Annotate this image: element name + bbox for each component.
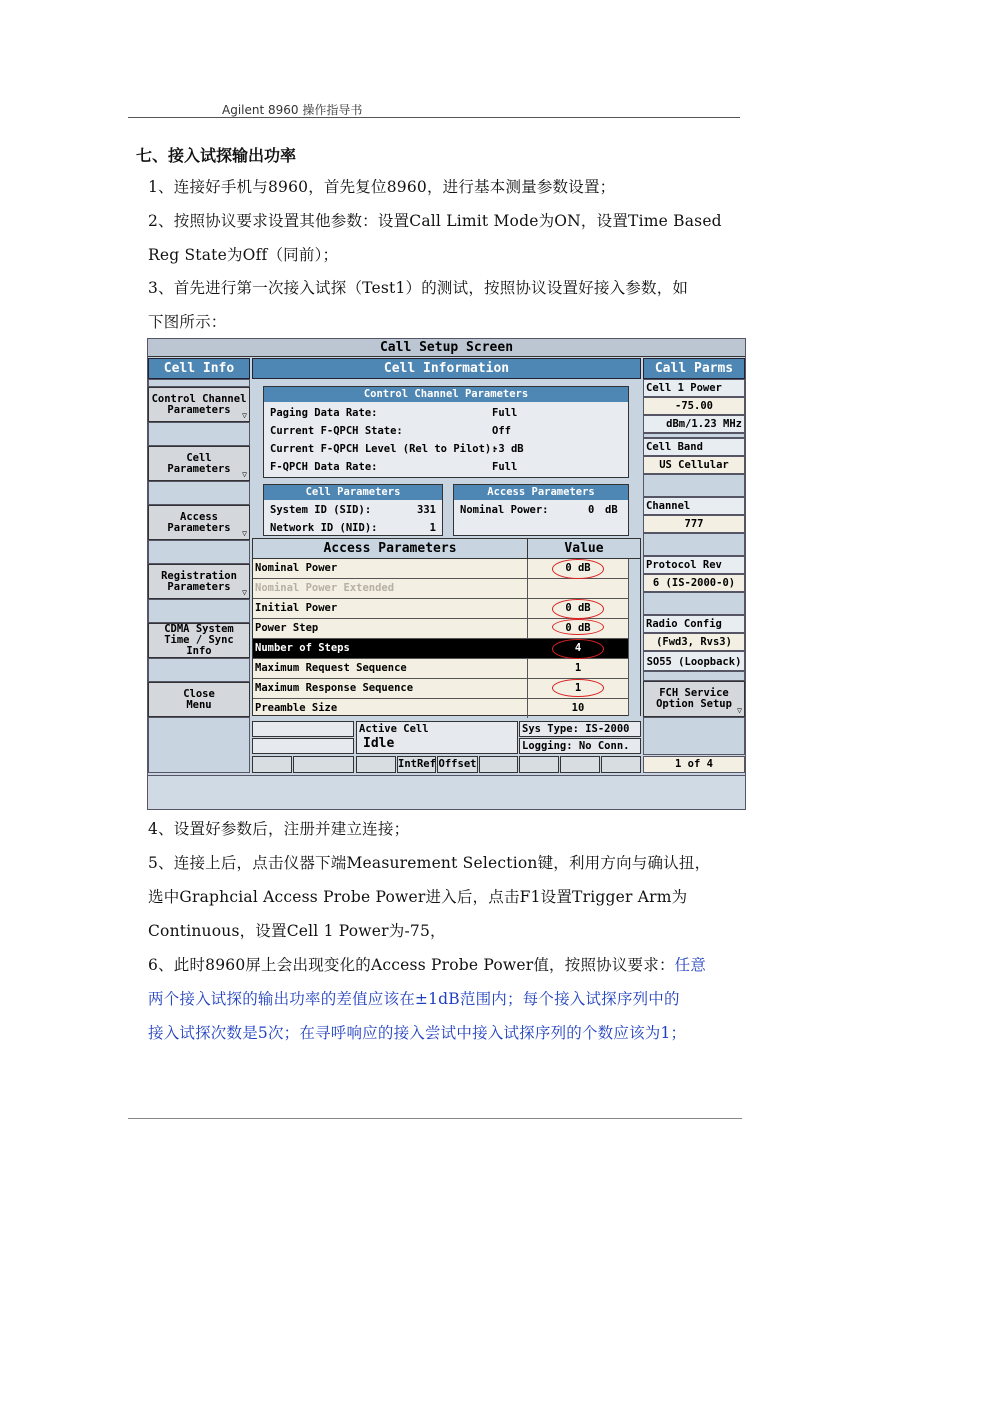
nominal-power-value: 0 xyxy=(588,504,595,516)
menu-gap xyxy=(148,599,250,623)
menu-gap xyxy=(148,422,250,446)
paragraph-step-3-cont: 下图所示： xyxy=(148,313,227,331)
screen-title: Call Setup Screen xyxy=(148,339,745,357)
button-label-line1: CDMA System xyxy=(164,623,234,635)
row-label: Maximum Request Sequence xyxy=(255,662,407,674)
cell-param-label: Network ID (NID): xyxy=(270,522,378,534)
access-parameters-table xyxy=(252,538,641,716)
paragraph-step-5-cont: 选中Graphcial Access Probe Power进入后，点击F1设置Trigger Arm为 xyxy=(148,888,688,906)
column-header-parameter: Access Parameters xyxy=(323,541,457,556)
active-cell-label: Active Cell xyxy=(359,723,429,735)
softkey[interactable] xyxy=(479,756,518,773)
cell-parameters-button[interactable] xyxy=(148,446,250,481)
cc-label: Current F-QPCH State: xyxy=(270,425,403,437)
row-label: Power Step xyxy=(255,622,319,634)
highlight-oval xyxy=(552,619,604,635)
button-label-line1: Cell xyxy=(186,451,212,464)
table-header xyxy=(253,539,640,559)
nominal-power-label: Nominal Power: xyxy=(460,504,549,516)
paragraph-step-6-requirement-cont2: 接入试探次数是5次；在寻呼响应的接入尝试中接入试探序列的个数应该为1； xyxy=(148,1024,687,1042)
button-label-line2: Time / Sync Info xyxy=(164,634,234,657)
row-label: Maximum Response Sequence xyxy=(255,682,414,694)
button-label-line1: Access xyxy=(180,510,218,523)
cell-param-value: 331 xyxy=(417,504,436,516)
control-channel-parameters-button[interactable] xyxy=(148,387,250,422)
softkey[interactable] xyxy=(519,756,559,773)
softkey[interactable] xyxy=(252,756,292,773)
cell-band-value[interactable]: US Cellular xyxy=(643,456,745,474)
row-value: 1 xyxy=(527,679,628,698)
button-label-line1: Registration xyxy=(161,569,237,582)
column-header-value: Value xyxy=(527,539,640,559)
row-label: Preamble Size xyxy=(255,702,338,714)
row-value: 1 xyxy=(527,659,628,678)
paragraph-step-1: 1、连接好手机与8960，首先复位8960，进行基本测量参数设置； xyxy=(148,178,616,196)
row-value: 0 dB xyxy=(527,559,628,578)
paragraph-step-5: 5、连接上后，点击仪器下端Measurement Selection键，利用方向与确认扭， xyxy=(148,854,711,872)
paragraph-step-6-requirement-cont: 两个接入试探的输出功率的差值应该在±1dB范围内；每个接入试探序列中的 xyxy=(148,990,680,1008)
cell1-power-label: Cell 1 Power xyxy=(643,379,745,397)
active-cell-box xyxy=(356,721,518,754)
access-parameters-button[interactable] xyxy=(148,505,250,540)
highlight-oval xyxy=(552,639,604,659)
cell1-power-value[interactable]: -75.00 xyxy=(643,397,745,415)
row-label: Nominal Power Extended xyxy=(255,582,395,594)
cc-label: Current F-QPCH Level (Rel to Pilot): xyxy=(270,443,498,455)
row-label: Initial Power xyxy=(255,602,338,614)
sys-type-status: Sys Type: IS-2000 xyxy=(519,721,641,737)
cc-value: Full xyxy=(492,461,518,473)
cell-info-header: Cell Info xyxy=(148,358,250,379)
right-gap xyxy=(643,717,745,755)
cc-value: Off xyxy=(492,425,511,437)
row-value: 10 xyxy=(527,699,628,718)
active-cell-state: Idle xyxy=(363,736,395,751)
cc-label: F-QPCH Data Rate: xyxy=(270,461,378,473)
button-label-line2: Parameters xyxy=(167,403,231,416)
cell-information-header: Cell Information xyxy=(252,358,641,379)
radio-config-value[interactable]: (Fwd3, Rvs3) xyxy=(643,633,745,651)
access-parameters-panel xyxy=(453,484,629,536)
paragraph-step-4: 4、设置好参数后，注册并建立连接； xyxy=(148,820,410,838)
nominal-power-unit: dB xyxy=(605,504,618,516)
control-channel-panel-title: Control Channel Parameters xyxy=(264,387,628,402)
row-label: Number of Steps xyxy=(255,642,350,654)
highlight-oval xyxy=(552,599,604,619)
softkey[interactable] xyxy=(601,756,641,773)
triangle-down-icon: ▽ xyxy=(242,411,247,420)
channel-label: Channel xyxy=(643,497,745,515)
row-label: Nominal Power xyxy=(255,562,338,574)
cell-band-label: Cell Band xyxy=(643,438,745,456)
right-gap xyxy=(643,671,745,681)
offset-indicator: Offset xyxy=(437,756,478,773)
channel-value[interactable]: 777 xyxy=(643,515,745,533)
service-option-value[interactable]: SO55 (Loopback) xyxy=(643,651,745,671)
cell-parameters-panel xyxy=(263,484,443,536)
right-gap xyxy=(643,474,745,497)
table-row[interactable] xyxy=(253,699,628,719)
triangle-down-icon: ▽ xyxy=(242,470,247,479)
button-label-line2: Parameters xyxy=(167,462,231,475)
page-indicator: 1 of 4 xyxy=(643,756,745,773)
button-label-line1: FCH Service xyxy=(659,687,729,699)
cdma-system-time-button[interactable] xyxy=(148,623,250,658)
triangle-down-icon: ▽ xyxy=(242,529,247,538)
section-title: 七、接入试探输出功率 xyxy=(136,146,297,165)
status-box xyxy=(252,721,354,737)
logging-status: Logging: No Conn. xyxy=(519,738,641,754)
registration-parameters-button[interactable] xyxy=(148,564,250,599)
screen-bottom-bar xyxy=(148,775,745,809)
radio-config-label: Radio Config xyxy=(643,615,745,633)
table-row[interactable] xyxy=(253,659,628,679)
triangle-down-icon: ▽ xyxy=(737,706,742,715)
paragraph-step-6-text: 6、此时8960屏上会出现变化的Access Probe Power值，按照协议要求： xyxy=(148,956,675,974)
protocol-rev-value[interactable]: 6 (IS-2000-0) xyxy=(643,574,745,592)
access-parameters-panel-title: Access Parameters xyxy=(454,485,628,500)
cell-param-value: 1 xyxy=(429,522,436,534)
row-value: 0 dB xyxy=(527,599,628,618)
footer-divider xyxy=(128,1118,742,1119)
button-label-line1: Control Channel xyxy=(151,392,247,405)
cc-value: -3 dB xyxy=(492,443,524,455)
menu-gap xyxy=(148,658,250,682)
right-gap xyxy=(643,533,745,556)
fch-service-option-button[interactable] xyxy=(643,681,745,717)
cell-parameters-panel-title: Cell Parameters xyxy=(264,485,442,500)
button-label-line2: Option Setup xyxy=(656,698,732,710)
cell1-power-unit: dBm/1.23 MHz xyxy=(643,415,745,433)
close-menu-button[interactable] xyxy=(148,682,250,717)
cell-param-label: System ID (SID): xyxy=(270,504,372,516)
paragraph-step-5-cont2: Continuous，设置Cell 1 Power为-75， xyxy=(148,922,446,940)
paragraph-step-6-requirement: 任意 xyxy=(674,956,707,974)
call-setup-screen xyxy=(147,338,746,810)
paragraph-step-2: 2、按照协议要求设置其他参数：设置Call Limit Mode为ON，设置Time Based xyxy=(148,212,722,230)
row-value: 4 xyxy=(527,639,628,658)
button-label-line2: Menu xyxy=(186,698,212,711)
right-gap xyxy=(643,592,745,615)
highlight-oval xyxy=(552,559,604,579)
table-row xyxy=(253,579,628,599)
paragraph-step-6 xyxy=(148,955,706,975)
protocol-rev-label: Protocol Rev xyxy=(643,556,745,574)
menu-gap xyxy=(148,481,250,505)
triangle-down-icon: ▽ xyxy=(242,588,247,597)
intref-indicator: IntRef xyxy=(397,756,436,773)
menu-gap xyxy=(148,540,250,564)
button-label-line2: Parameters xyxy=(167,521,231,534)
status-left-gap xyxy=(148,717,250,773)
softkey[interactable] xyxy=(560,756,600,773)
highlight-oval xyxy=(552,679,604,697)
paragraph-step-3: 3、首先进行第一次接入试探（Test1）的测试，按照协议设置好接入参数，如 xyxy=(148,279,689,297)
softkey[interactable] xyxy=(293,756,354,773)
document-header: Agilent 8960 操作指导书 xyxy=(222,103,363,117)
status-box xyxy=(252,738,354,754)
cc-value: Full xyxy=(492,407,518,419)
paragraph-step-2-cont: Reg State为Off（同前）； xyxy=(148,246,339,264)
button-label-line1: Close xyxy=(183,687,215,700)
cc-label: Paging Data Rate: xyxy=(270,407,378,419)
menu-gap xyxy=(148,379,250,387)
row-value: 0 dB xyxy=(527,619,628,638)
button-label-line2: Parameters xyxy=(167,580,231,593)
softkey[interactable] xyxy=(356,756,396,773)
control-channel-panel xyxy=(263,386,629,478)
header-divider xyxy=(128,117,740,118)
table-scrollbar[interactable] xyxy=(628,559,640,716)
row-value xyxy=(527,579,628,598)
call-parms-header: Call Parms xyxy=(643,358,745,379)
